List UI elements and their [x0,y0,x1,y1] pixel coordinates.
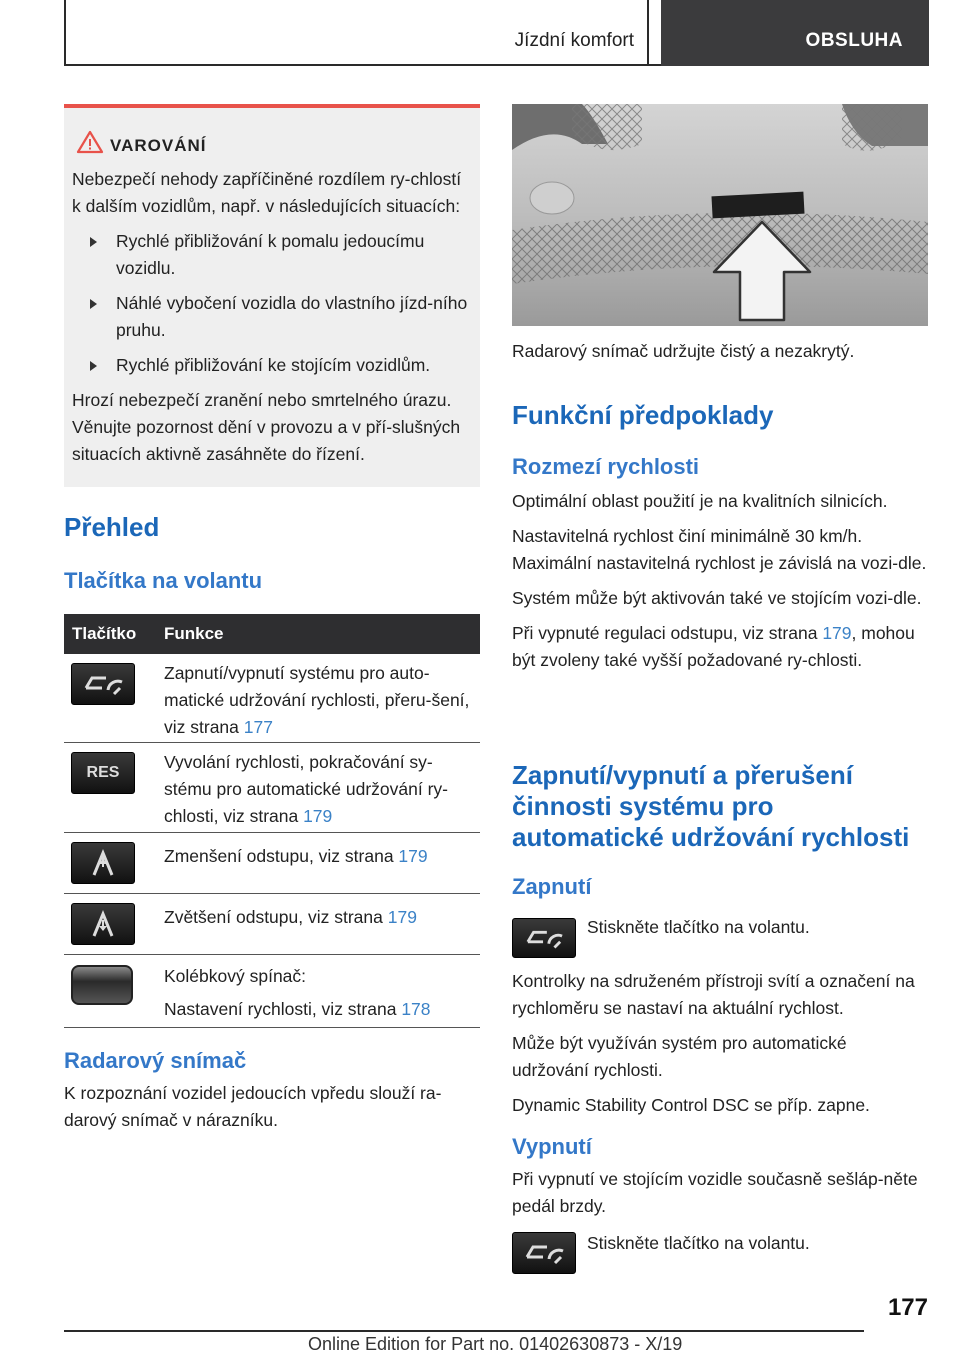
paragraph: Při vypnuté regulaci odstupu, viz strana 179, mohou být zvoleny také vyšší požadované ry-chlosti. [512,623,915,670]
paragraph: Kontrolky na sdruženém přístroji svítí a označení na rychloměru se nastaví na aktuální rychlost. [512,971,915,1018]
warning-triangle-icon [76,130,104,154]
footer-edition: Online Edition for Part no. 01402630873 - X/19 [308,1334,683,1354]
subsection-title-radar: Radarový snímač [64,1048,247,1073]
header-section-title: Jízdní komfort [514,30,634,51]
paragraph: Nastavitelná rychlost činí minimálně 30 km/h. Maximální nastavitelná rychlost je závislá na vozi-dle. [512,526,927,573]
header-chapter-tab [661,0,929,66]
on-description [512,968,928,1119]
off-description: Při vypnutí ve stojícím vozidle současně sešláp-něte pedál brzdy. [512,1169,918,1216]
page-link[interactable]: 179 [398,846,428,866]
header-divider [647,0,649,66]
cruise-control-button-icon [71,663,135,705]
warning-bullet: Rychlé přibližování ke stojícím vozidlům. [80,352,472,379]
subsection-title-on: Zapnutí [512,874,592,899]
distance-decrease-button-icon [71,842,135,884]
warning-box [64,104,480,487]
warning-bullet: Rychlé přibližování k pomalu jedoucímu vozidlu. [80,228,472,282]
buttons-table [64,614,480,1028]
footer-rule [64,1330,864,1332]
distance-increase-button-icon [71,903,135,945]
speed-range-text [512,488,928,674]
warning-outro: Hrozí nebezpečí zranění nebo smrtelného úrazu. Věnujte pozornost dění v provozu a v pří-slušných situacích aktivně zasáhněte do řízení. [72,390,461,464]
radar-description: K rozpoznání vozidel jedoucích vpředu slouží ra-darový snímač v nárazníku. [64,1083,442,1130]
photo-caption: Radarový snímač udržujte čistý a nezakrytý. [512,341,855,361]
table-row [64,894,480,955]
table-row [64,955,480,1028]
warning-bullet: Náhlé vybočení vozidla do vlastního jízd-ního pruhu. [80,290,472,344]
column-header-function: Funkce [164,624,224,643]
page-link[interactable]: 179 [822,623,852,643]
row-description: Zvětšení odstupu, viz strana 179 [164,907,417,927]
row-description: Kolébkový spínač: Nastavení rychlosti, viz strana 178 [164,966,431,1019]
page-link[interactable]: 177 [243,717,273,737]
res-button-icon: RES [71,752,135,794]
table-row [64,743,480,833]
warning-title: VAROVÁNÍ [110,136,207,155]
page-link[interactable]: 179 [387,907,417,927]
rocker-switch-icon [71,965,133,1005]
table-row [64,833,480,894]
subsection-title-speed-range: Rozmezí rychlosti [512,454,700,479]
cruise-control-button-icon [512,918,576,958]
row-description: Zapnutí/vypnutí systému pro auto-matické udržování rychlosti, přeru-šení, viz strana 177 [164,663,470,737]
page-number: 177 [887,1294,928,1321]
row-description: Zmenšení odstupu, viz strana 179 [164,846,428,866]
bumper-radar-photo [512,104,928,326]
subsection-title-off: Vypnutí [512,1134,592,1159]
section-title-prerequisites: Funkční předpoklady [512,400,774,430]
section-title-on-off: Zapnutí/vypnutí a přerušení činnosti systému pro automatické udržování rychlosti [512,760,910,852]
header-left-rule [64,0,66,66]
table-header [64,614,480,654]
warning-intro: Nebezpečí nehody zapříčiněné rozdílem ry-chlostí k dalším vozidlům, např. v následujících situacích: [72,169,462,216]
cruise-control-button-icon [512,1232,576,1274]
paragraph: Systém může být aktivován také ve stojícím vozi-dle. [512,588,922,608]
row-description: Vyvolání rychlosti, pokračování sy-stému pro automatické udržování ry-chlosti, viz strana 179 [164,752,449,826]
table-row [64,654,480,743]
subsection-title-buttons: Tlačítka na volantu [64,568,263,593]
paragraph: Optimální oblast použití je na kvalitních silnicích. [512,491,888,511]
page-link[interactable]: 178 [401,999,431,1019]
instruction-text: Stiskněte tlačítko na volantu. [587,1233,810,1253]
section-title-overview: Přehled [64,512,160,542]
instruction-text: Stiskněte tlačítko na volantu. [587,917,810,937]
warning-body [72,166,472,468]
column-header-button: Tlačítko [72,624,137,643]
paragraph: Může být využíván systém pro automatické udržování rychlosti. [512,1033,847,1080]
chapter-label: OBSLUHA [805,30,903,51]
paragraph: Dynamic Stability Control DSC se příp. zapne. [512,1095,870,1115]
page-link[interactable]: 179 [303,806,333,826]
